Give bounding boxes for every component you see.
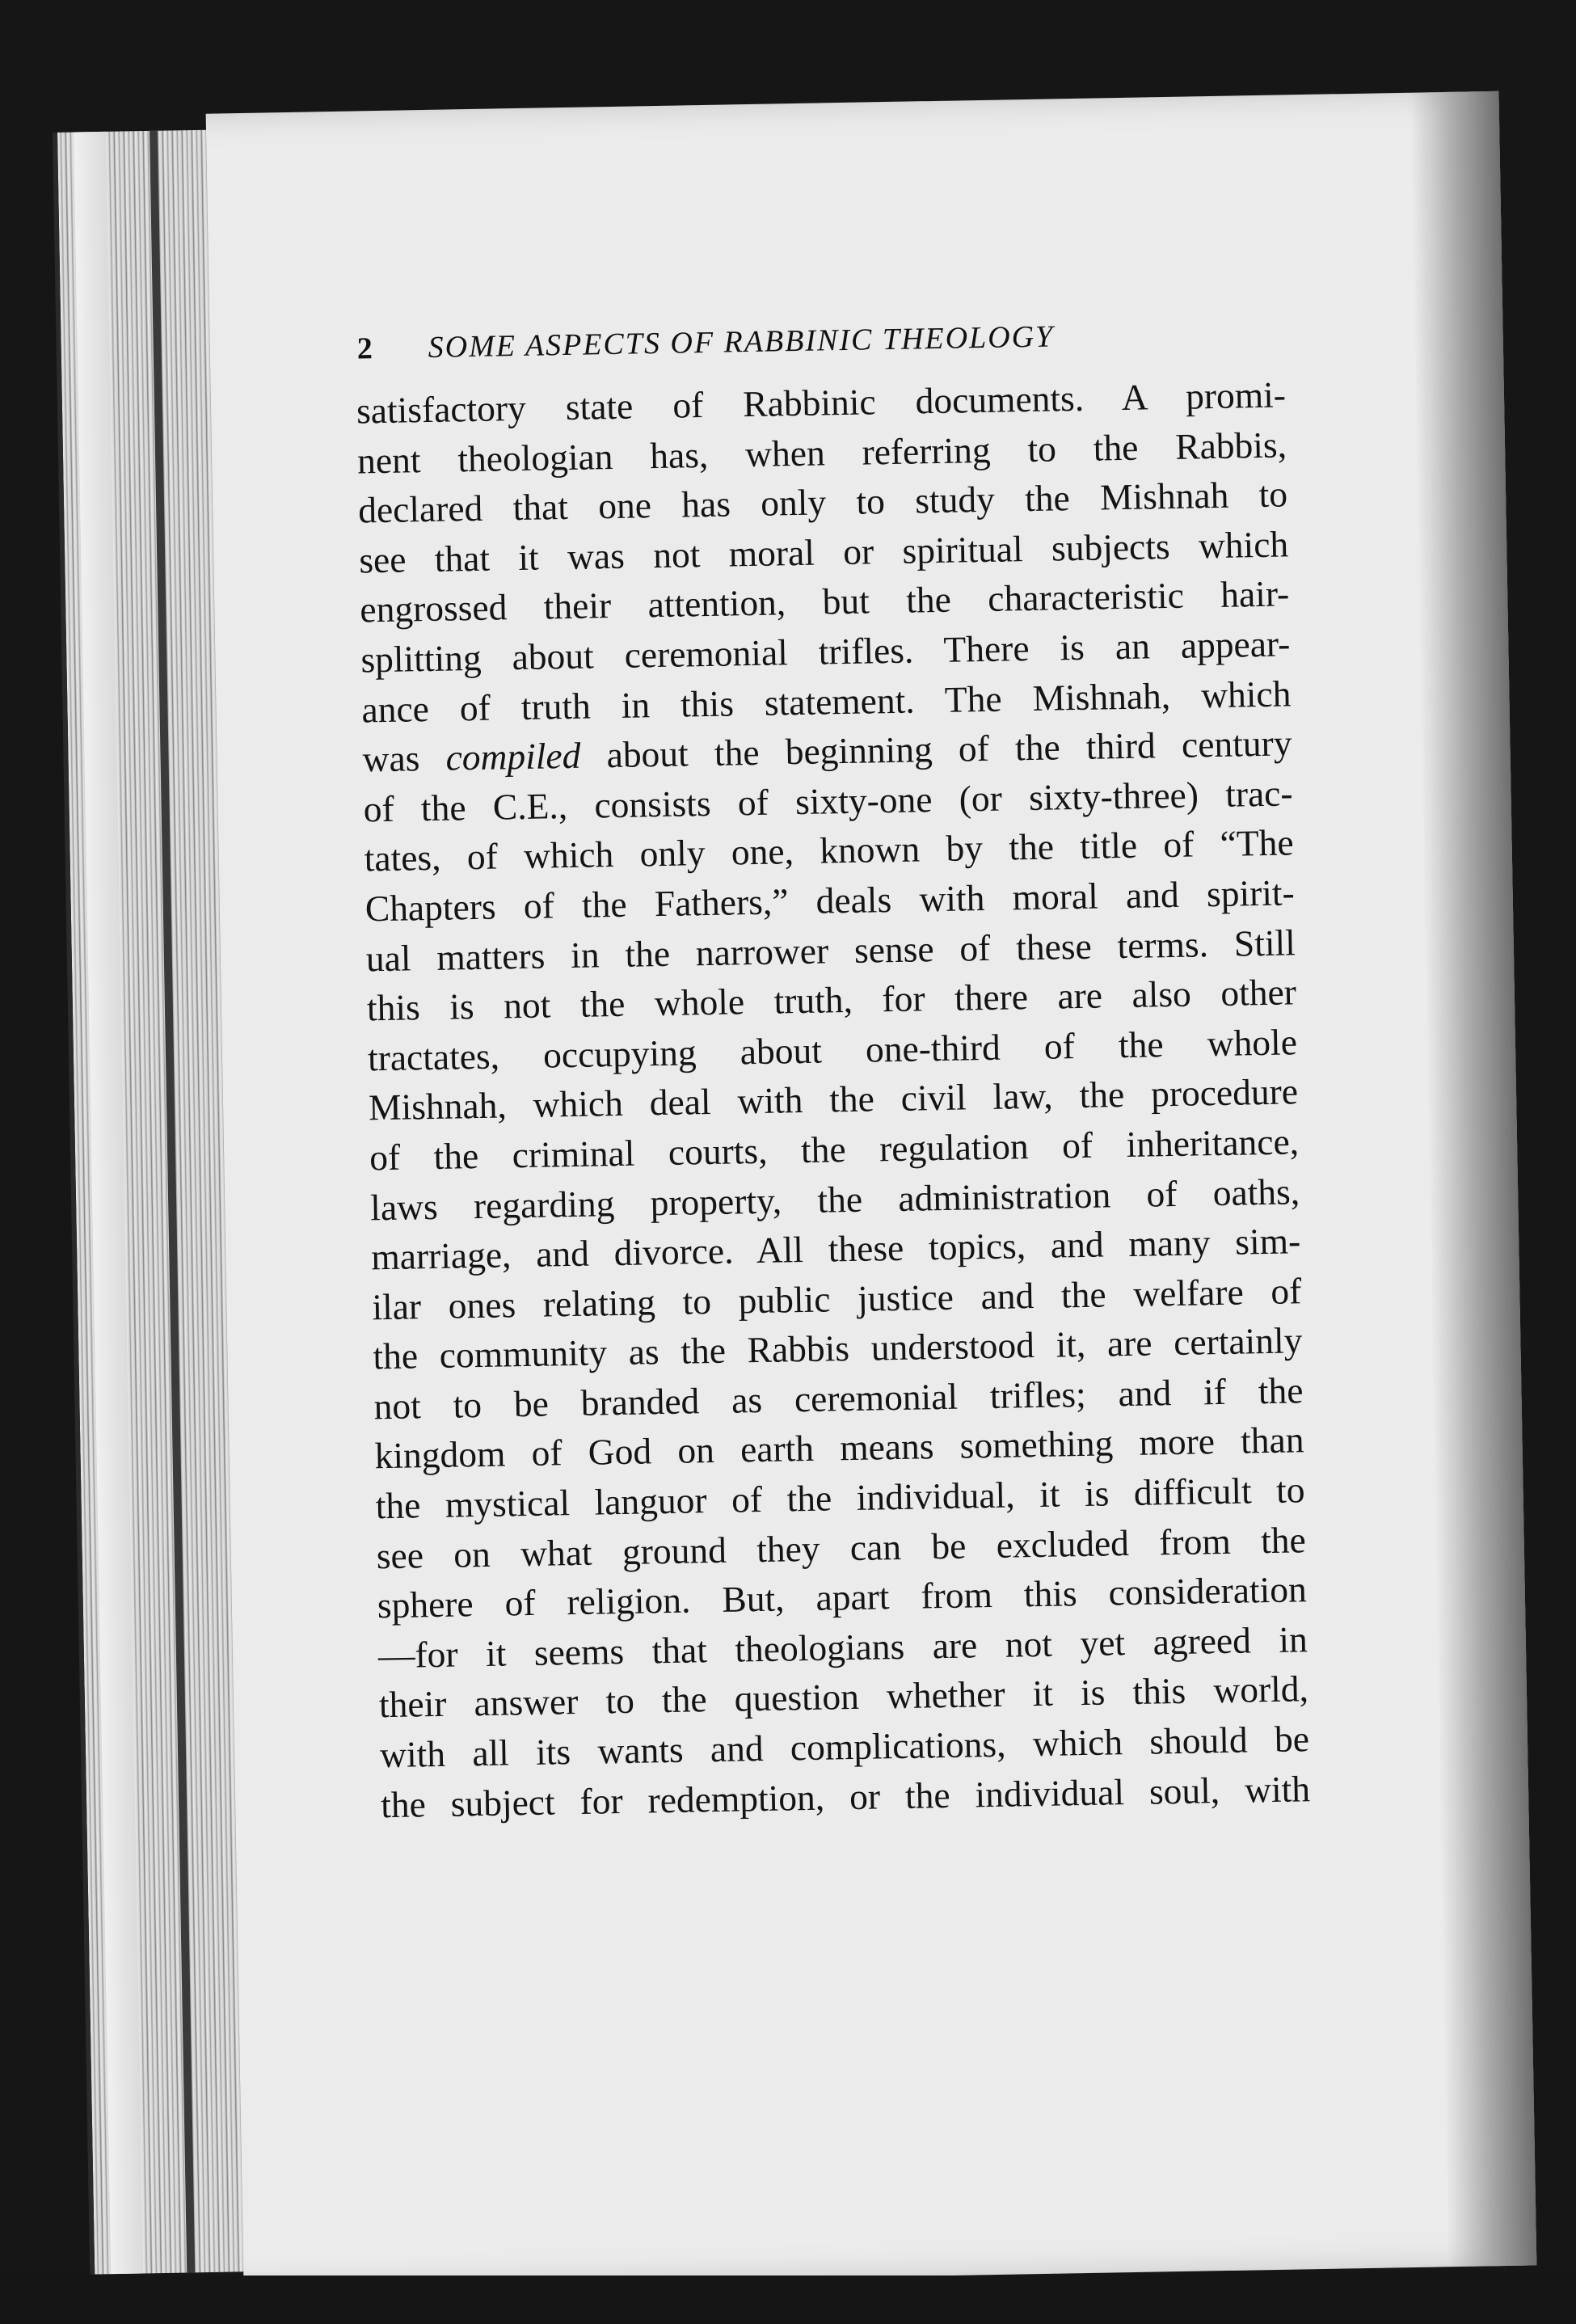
book — [53, 91, 1555, 2290]
text-line: Mishnah, which deal with the civil law, the procedure — [368, 1070, 1299, 1128]
text-line: of the criminal courts, the regulation of inheritance, — [369, 1120, 1300, 1179]
text-line: engrossed their attention, but the characteristic hair- — [359, 572, 1290, 631]
text-line: the mystical languor of the individual, it is difficult to — [375, 1469, 1305, 1527]
text-line: not to be branded as ceremonial trifles; and if the — [373, 1369, 1304, 1428]
text-line: declared that one has only to study the Mishnah to — [357, 473, 1288, 531]
text-line: sphere of religion. But, apart from this consideration — [377, 1568, 1308, 1626]
text-line: the community as the Rabbis understood it, are certainly — [373, 1319, 1303, 1377]
text-line: tractates, occupying about one-third of the whole — [367, 1021, 1298, 1079]
text-line: marriage, and divorce. All these topics, and many sim- — [370, 1220, 1301, 1278]
text-line: this is not the whole truth, for there are also other — [366, 971, 1297, 1029]
scan-bottom-edge — [0, 2275, 1576, 2324]
text-line: their answer to the question whether it is this world, — [378, 1668, 1309, 1726]
text-line: of the C.E., consists of sixty-one (or sixty-three) trac- — [363, 772, 1293, 830]
text-line: was compiled about the beginning of the third century — [362, 722, 1292, 780]
body-text — [356, 369, 1311, 1829]
text-line: ilar ones relating to public justice and the welfare of — [371, 1269, 1302, 1328]
text-line: laws regarding property, the administration of oaths, — [369, 1170, 1300, 1228]
text-line: see on what ground they can be excluded from the — [376, 1518, 1307, 1576]
text-line: satisfactory state of Rabbinic documents. A promi- — [356, 373, 1287, 432]
text-line: ance of truth in this statement. The Mishnah, which — [361, 672, 1292, 731]
text-line: nent theologian has, when referring to the Rabbis, — [356, 424, 1287, 482]
text-line: tates, of which only one, known by the title of “The — [364, 821, 1295, 879]
page-number: 2 — [356, 331, 375, 366]
text-line: splitting about ceremonial trifles. There is an appear- — [360, 622, 1291, 681]
text-line: kingdom of God on earth means something more than — [374, 1419, 1304, 1477]
text-line: with all its wants and complications, which should be — [379, 1718, 1310, 1776]
text-line: see that it was not moral or spiritual subjects which — [358, 523, 1289, 581]
emphasis-compiled: compiled — [445, 734, 581, 778]
text-line: —for it seems that theologians are not yet agreed in — [377, 1618, 1308, 1677]
text-line: Chapters of the Fathers,” deals with moral and spirit- — [365, 871, 1296, 930]
text-line: ual matters in the narrower sense of these terms. Still — [365, 921, 1296, 979]
text-line: the subject for redemption, or the individual soul, with — [380, 1767, 1311, 1825]
gutter-shadow — [1410, 91, 1536, 2267]
running-head-title: SOME ASPECTS OF RABBINIC THEOLOGY — [428, 319, 1055, 365]
